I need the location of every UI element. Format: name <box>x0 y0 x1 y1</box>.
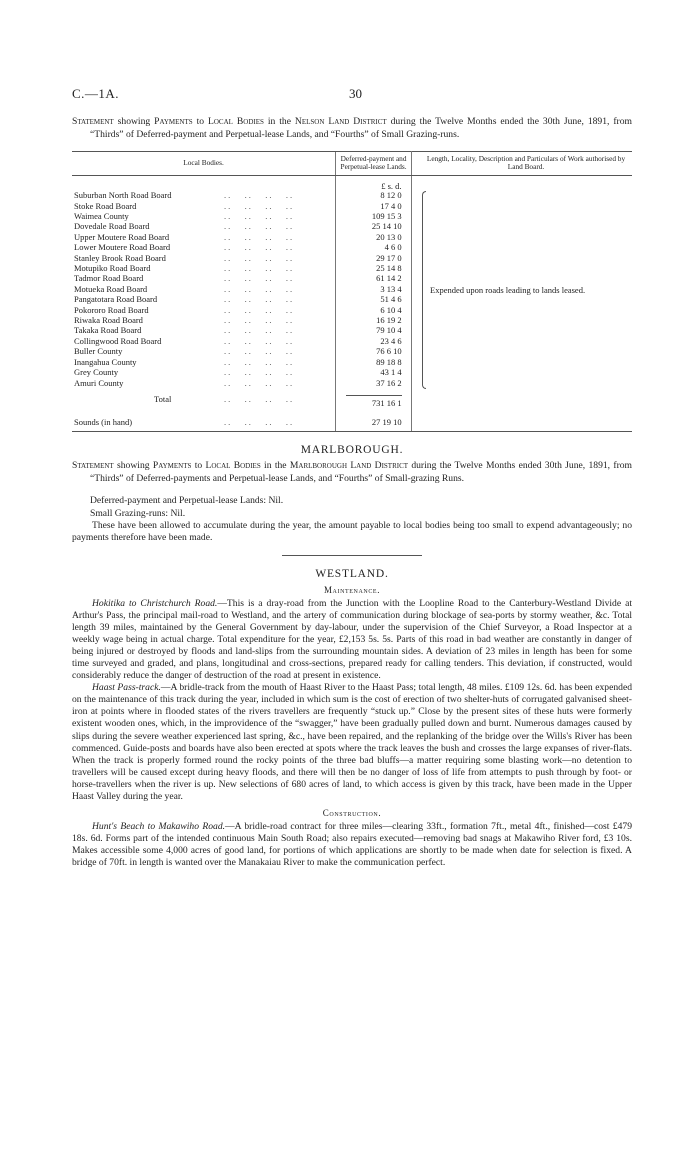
westland-paragraph-hokitika <box>72 598 632 683</box>
empty-cell <box>412 389 633 415</box>
leader-dots: .. .. .. .. <box>224 367 295 378</box>
amount-value: 8 12 0 <box>380 190 402 201</box>
local-body-name: Motupiko Road Board <box>74 263 151 274</box>
leader-dots: .. .. .. .. <box>224 200 295 211</box>
amount-value: 17 4 0 <box>380 200 402 211</box>
document-page <box>72 86 632 870</box>
leader-dots: .. .. .. .. <box>224 221 295 232</box>
amount-value: 51 4 6 <box>380 294 402 305</box>
stmt-word: Payments <box>154 116 193 127</box>
locality-cell <box>412 191 633 389</box>
leader-dots: .. .. .. .. <box>224 394 295 405</box>
amount-value: 16 19 2 <box>376 315 402 326</box>
local-body-name: Pokororo Road Board <box>74 304 149 315</box>
westland-paragraph-hunts-beach <box>72 821 632 869</box>
empty-cell <box>72 175 336 191</box>
leader-dots: .. .. .. .. <box>224 356 295 367</box>
stmt-word: Nelson Land District <box>294 116 387 127</box>
local-body-cell <box>72 368 336 378</box>
construction-subheading: Construction. <box>322 808 382 819</box>
page-header <box>72 86 632 108</box>
local-body-name: Inangahua County <box>74 356 137 367</box>
leader-dots: .. .. .. .. <box>224 315 295 326</box>
total-amount: 731 16 1 <box>346 395 402 409</box>
westland-heading: WESTLAND. <box>315 567 389 580</box>
amount-value: 20 13 0 <box>376 231 402 242</box>
amount-value: 109 15 3 <box>371 211 402 221</box>
brace-mark <box>422 191 426 389</box>
table-row <box>72 191 632 201</box>
local-body-name: Stanley Brook Road Board <box>74 252 166 263</box>
stmt-text: to <box>192 116 209 127</box>
amount-value: 89 18 8 <box>376 356 402 367</box>
paragraph-title: Haast Pass-track. <box>92 682 161 694</box>
local-body-name: Lower Moutere Road Board <box>74 242 171 253</box>
amount-value: 79 10 4 <box>376 325 402 336</box>
sounds-label: Sounds (in hand) <box>74 416 133 427</box>
leader-dots: .. .. .. .. <box>224 263 295 274</box>
stmt-text: in the <box>260 460 290 472</box>
amount-value: 76 6 10 <box>376 346 402 357</box>
amount-value: 37 16 2 <box>376 377 402 388</box>
stmt-text: during the Twelve Months ended the 30th June, 1891, from “Thirds” of Deferred-payment and Perpetual-lease Lands, and “Fourths” of Small Grazing-runs. <box>90 116 632 140</box>
stmt-text: to <box>191 460 206 472</box>
local-body-name: Dovedale Road Board <box>74 221 150 232</box>
local-body-name: Amuri County <box>74 377 124 388</box>
amount-value: 25 14 8 <box>376 263 402 274</box>
amount-value: 43 1 4 <box>380 367 402 378</box>
header-locality: Length, Locality, Description and Particulars of Work authorised by Land Board. <box>412 151 633 175</box>
total-amount-cell <box>336 389 412 415</box>
local-body-name: Riwaka Road Board <box>74 315 143 326</box>
currency-units <box>336 175 412 191</box>
table-header-row <box>72 151 632 175</box>
stmt-text: during the Twelve Months ended 30th June, 1891, from “Thirds” of Deferred-payments and Perpetual-lease Lands, and “Fourths” of Small-grazing Runs. <box>90 460 633 484</box>
empty-cell <box>412 415 633 432</box>
local-body-name: Suburban North Road Board <box>74 190 172 201</box>
amount-cell <box>336 379 412 390</box>
local-body-name: Collingwood Road Board <box>74 335 162 346</box>
local-body-name: Waimea County <box>74 211 129 221</box>
sounds-label-cell <box>72 415 336 432</box>
leader-dots: .. .. .. .. <box>224 294 295 305</box>
header-local-bodies: Local Bodies. <box>72 151 336 175</box>
amount-value: 25 14 10 <box>371 221 402 232</box>
amount-value: 4 6 0 <box>384 242 402 253</box>
local-body-name: Motueka Road Board <box>74 283 148 294</box>
amount-value: 6 10 4 <box>380 304 402 315</box>
paragraph-title: Hokitika to Christchurch Road. <box>92 597 218 609</box>
leader-dots: .. .. .. .. <box>224 283 295 294</box>
local-body-name: Tadmor Road Board <box>74 273 144 284</box>
total-row <box>72 389 632 415</box>
sounds-amount-cell <box>336 415 412 432</box>
amount-value: 61 14 2 <box>376 273 402 284</box>
amount-value: 3 13 4 <box>380 283 402 294</box>
marlborough-paragraph: These have been allowed to accumulate during the year, the amount payable to local bodies being too small to expend advantageously; no payments therefore have been made. <box>72 520 632 544</box>
westland-paragraph-haast <box>72 682 632 803</box>
leader-dots: .. .. .. .. <box>224 335 295 346</box>
stmt-word: Statement <box>72 460 114 472</box>
stmt-word: Statement <box>72 116 114 127</box>
paragraph-text: —A bridle-road contract for three miles—clearing 33ft., formation 7ft., metal 4ft., finished—cost £479 18s. 6d. Forms part of the intended continuous Main South Road; also repairs executed—removing bad snags at Makawiho River ford, £3 10s. Makes accessible some 4,000 acres of good land, for portions of which applications are shortly to be made when date for selection is fixed. A bridge of 70ft. in length is wanted over the Manakaiau River to make the communication perfect. <box>72 821 632 869</box>
leader-dots: .. .. .. .. <box>224 231 295 242</box>
leader-dots: .. .. .. .. <box>224 242 295 253</box>
leader-dots: .. .. .. .. <box>224 273 295 284</box>
payments-table <box>72 151 632 433</box>
stmt-text: showing <box>113 116 155 127</box>
leader-dots: .. .. .. .. <box>224 190 295 201</box>
currency-row <box>72 175 632 191</box>
leader-dots: .. .. .. .. <box>224 377 295 388</box>
local-body-cell <box>72 379 336 390</box>
header-deferred-payment: Deferred-payment and Perpetual-lease Lands. <box>336 151 412 175</box>
total-label-cell <box>72 389 336 415</box>
stmt-text: showing <box>113 460 153 472</box>
local-body-name: Takaka Road Board <box>74 325 142 336</box>
expended-note: Expended upon roads leading to lands leased. <box>430 285 586 296</box>
currency-label: £ s. d. <box>381 180 402 191</box>
sounds-row <box>72 415 632 432</box>
page-number: 30 <box>349 86 362 101</box>
marlborough-line-grazing: Small Grazing-runs: Nil. <box>90 507 186 519</box>
paragraph-text: —This is a dray-road from the Junction with the Loopline Road to the Canterbury-Westland Divide at Arthur's Pass, the principal mail-road to Westland, and the artery of communication during blockage of sea-ports by stormy weather, &c. Total length 39 miles, maintained by the General Government by day-labour, under the supervision of the Chief Surveyor, a Road Inspector at a weekly wage being in actual charge. Total expenditure for the year, £2,153 5s. 5s. Parts of this road in bad weather are constantly in danger of being injured or destroyed by floods and land-slips from the surrounding mountain sides. A deviation of 23 miles in length has been for some time surveyed and graded, and plans, longitudinal and cross-sections, prepared ready for calling tenders. This deviation, if constructed, would considerably reduce the danger of destruction of the road at present in existence. <box>72 597 632 682</box>
maintenance-subheading: Maintenance. <box>323 584 381 595</box>
stmt-word: Local Bodies <box>208 116 264 127</box>
leader-dots: .. .. .. .. <box>224 346 295 357</box>
document-code: C.—1A. <box>72 86 120 101</box>
marlborough-statement-heading <box>72 460 632 485</box>
leader-dots: .. .. .. .. <box>224 211 295 221</box>
stmt-text: in the <box>263 116 295 127</box>
amount-value: 23 4 6 <box>380 335 402 346</box>
section-divider <box>282 555 422 556</box>
local-body-name: Upper Moutere Road Board <box>74 231 170 242</box>
local-body-name: Grey County <box>74 367 119 378</box>
stmt-word: Payments <box>152 460 192 472</box>
amount-value: 29 17 0 <box>376 252 402 263</box>
leader-dots: .. .. .. .. <box>224 416 295 427</box>
amount-cell <box>336 368 412 378</box>
nelson-statement-heading <box>72 116 632 141</box>
leader-dots: .. .. .. .. <box>224 325 295 336</box>
paragraph-text: —A bridle-track from the mouth of Haast River to the Haast Pass; total length, 48 miles. £109 12s. 6d. has been expended on the maintenance of this track during the year, included in which sum is the cost of erection of two shelter-huts of corrugated galvanised sheet-iron at points where in flooded states of the rivers travellers are frequently “stuck up.” Close by the present sites of these huts were formerly existent wooden ones, which, in the improvidence of the “swagger,” have been gradually pulled down and burnt. Numerous damages caused by slips during the severe weather experienced last spring, &c., have been repaired, and the replanking of the bridge over the Wills's River has been commenced. Guide-posts and boards have also been erected at spots where the track leaves the bush and crosses the large expanses of river-flats. When the track is properly formed round the rocky points of the three bad bluffs—a matter requiring some blasting work—no detention to travellers will be caused except during heavy floods, and there will then be no danger of loss of life from attempts to push through by foot- or horse-travellers when the river is up. New selections of 680 acres of land, to which access is given by this track, have been made in the Upper Haast Valley during the year. <box>72 682 633 803</box>
local-body-name: Stoke Road Board <box>74 200 137 211</box>
local-body-name: Pangatotara Road Board <box>74 294 158 305</box>
marlborough-line-deferred: Deferred-payment and Perpetual-lease Lands: Nil. <box>90 495 284 507</box>
leader-dots: .. .. .. .. <box>224 252 295 263</box>
paragraph-title: Hunt's Beach to Makawiho Road. <box>92 821 226 833</box>
empty-cell <box>412 175 633 191</box>
stmt-word: Local Bodies <box>205 460 261 472</box>
stmt-word: Marlborough Land District <box>289 460 409 472</box>
total-label: Total <box>154 394 172 405</box>
marlborough-heading: MARLBOROUGH. <box>300 444 404 457</box>
local-body-name: Buller County <box>74 346 123 357</box>
sounds-amount: 27 19 10 <box>371 416 402 427</box>
leader-dots: .. .. .. .. <box>224 304 295 315</box>
